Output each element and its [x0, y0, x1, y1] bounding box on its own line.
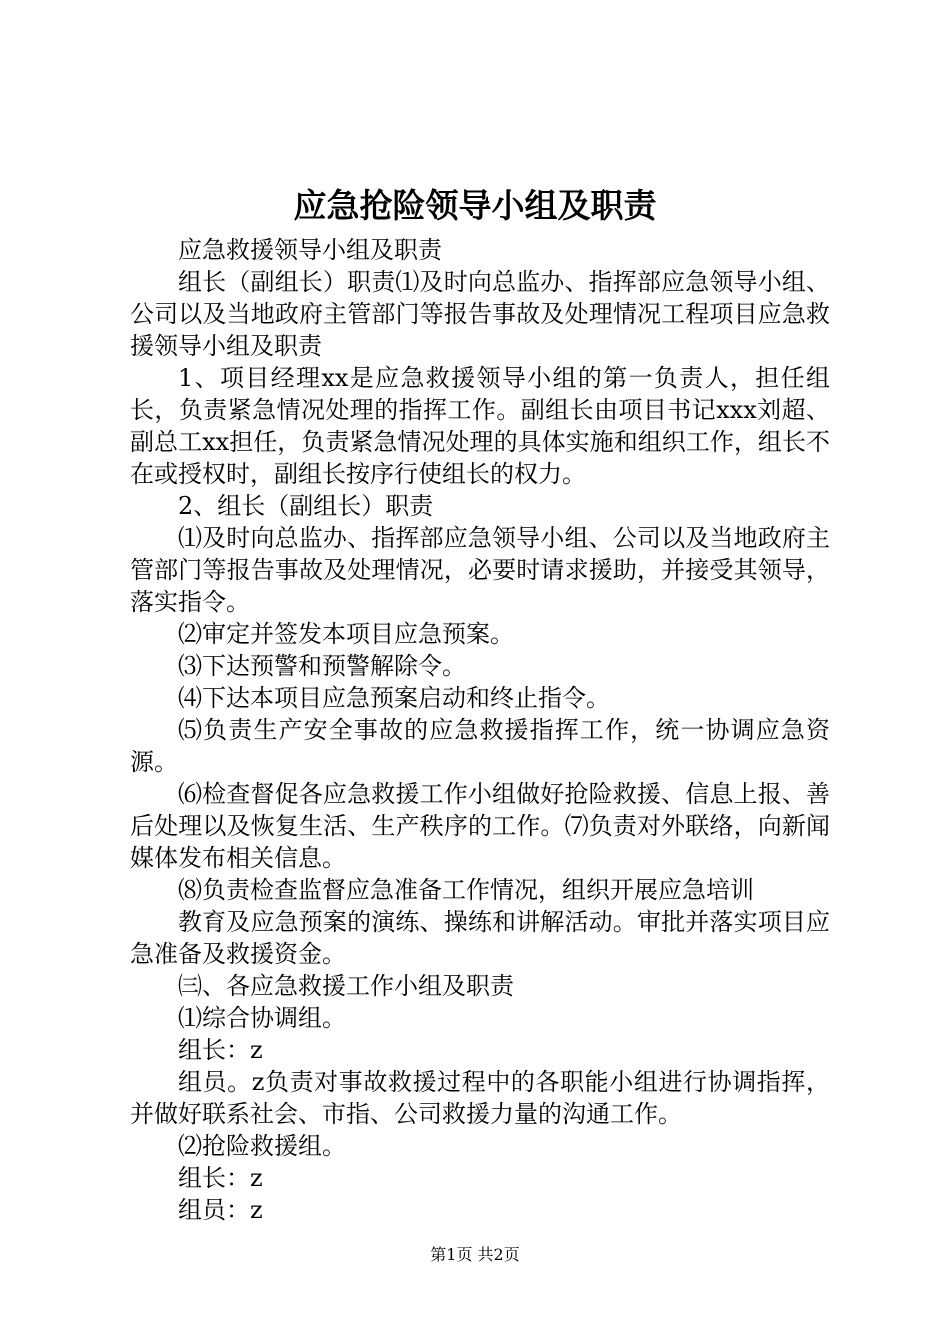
document-title: 应急抢险领导小组及职责 [293, 186, 657, 225]
paragraph: ⑵抢险救援组。 [178, 1132, 346, 1160]
paragraph: 组员：z [178, 1196, 263, 1224]
paragraph: ⑵审定并签发本项目应急预案。 [178, 620, 514, 648]
paragraph: ⑹检查督促各应急救援工作小组做好抢险救援、信息上报、善后处理以及恢复生活、生产秩序的工作。⑺负责对外联络，向新闻媒体发布相关信息。 [130, 780, 830, 872]
paragraph: ⑷下达本项目应急预案启动和终止指令。 [178, 684, 610, 712]
paragraph: ⑴及时向总监办、指挥部应急领导小组、公司以及当地政府主管部门等报告事故及处理情况，必要时请求援助，并接受其领导，落实指令。 [130, 524, 830, 616]
paragraph: 组长：z [178, 1164, 263, 1192]
paragraph: 2、组长（副组长）职责 [178, 492, 434, 520]
paragraph: ⑻负责检查监督应急准备工作情况，组织开展应急培训 [178, 876, 754, 904]
paragraph: 组长：z [178, 1036, 263, 1064]
paragraph: ⑶下达预警和预警解除令。 [178, 652, 466, 680]
paragraph: ⑴综合协调组。 [178, 1004, 346, 1032]
paragraph: 应急救援领导小组及职责 [178, 236, 442, 264]
paragraph: 组员。z负责对事故救援过程中的各职能小组进行协调指挥，并做好联系社会、市指、公司救援力量的沟通工作。 [130, 1068, 830, 1128]
document-body [130, 234, 830, 1226]
page-footer: 第1页 共2页 [430, 1245, 520, 1264]
paragraph: 教育及应急预案的演练、操练和讲解活动。审批并落实项目应急准备及救援资金。 [130, 908, 830, 968]
paragraph: ⑸负责生产安全事故的应急救援指挥工作，统一协调应急资源。 [130, 716, 830, 776]
paragraph: ㈢、各应急救援工作小组及职责 [178, 972, 514, 1000]
paragraph: 1、项目经理xx是应急救援领导小组的第一负责人，担任组长，负责紧急情况处理的指挥工作。副组长由项目书记xxx刘超、副总工xx担任，负责紧急情况处理的具体实施和组织工作，组长不在或授权时，副组长按序行使组长的权力。 [130, 364, 830, 488]
paragraph: 组长（副组长）职责⑴及时向总监办、指挥部应急领导小组、公司以及当地政府主管部门等报告事故及处理情况工程项目应急救援领导小组及职责 [130, 268, 830, 360]
